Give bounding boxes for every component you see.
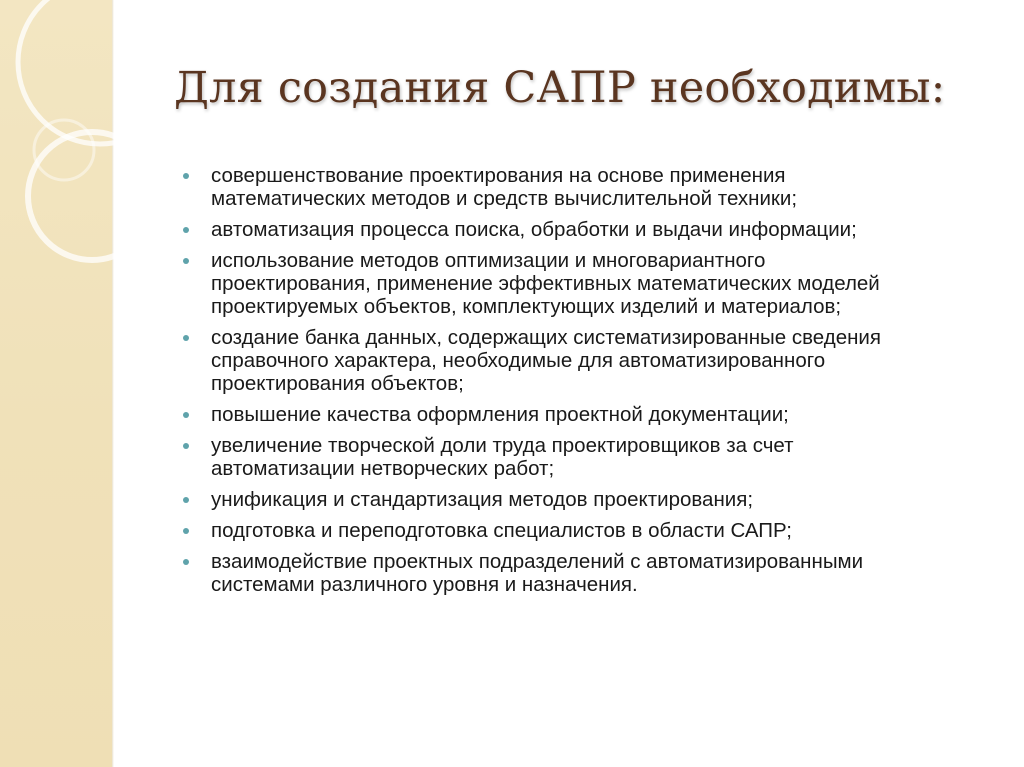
list-item	[178, 488, 998, 511]
list-item	[178, 403, 998, 426]
list-item-text: справочного характера, необходимые для автоматизированного	[211, 349, 826, 372]
list-item-text: использование методов оптимизации и многовариантного	[211, 249, 766, 272]
list-item	[178, 519, 998, 542]
list-item-text: автоматизации нетворческих работ;	[211, 457, 555, 480]
list-item-text: математических методов и средств вычислительной техники;	[211, 187, 798, 210]
bullet-list	[178, 164, 998, 596]
bullet-dot-icon	[183, 173, 189, 179]
bullet-dot-icon	[183, 335, 189, 341]
list-item-text: совершенствование проектирования на основе применения	[211, 164, 786, 187]
list-item-text: создание банка данных, содержащих систематизированные сведения	[211, 326, 881, 349]
list-item-text: взаимодействие проектных подразделений с автоматизированными	[211, 550, 864, 573]
list-item-text: системами различного уровня и назначения.	[211, 573, 638, 596]
bullet-dot-icon	[183, 559, 189, 565]
list-item-text: проектирования объектов;	[211, 372, 464, 395]
bullet-dot-icon	[183, 443, 189, 449]
bullet-dot-icon	[183, 258, 189, 264]
bullet-dot-icon	[183, 497, 189, 503]
list-item	[178, 550, 998, 596]
bullet-dot-icon	[183, 412, 189, 418]
list-item	[178, 326, 998, 395]
list-item-text: увеличение творческой доли труда проектировщиков за счет	[211, 434, 794, 457]
bullet-list-container	[178, 164, 998, 604]
list-item	[178, 164, 998, 210]
list-item	[178, 218, 998, 241]
list-item-text: повышение качества оформления проектной документации;	[211, 403, 789, 426]
list-item-text: проектирования, применение эффективных математических моделей	[211, 272, 880, 295]
bullet-dot-icon	[183, 528, 189, 534]
list-item-text: унификация и стандартизация методов проектирования;	[211, 488, 754, 511]
list-item-text: подготовка и переподготовка специалистов в области САПР;	[211, 519, 792, 542]
list-item-text: проектируемых объектов, комплектующих изделий и материалов;	[211, 295, 842, 318]
list-item	[178, 434, 998, 480]
list-item-text: автоматизация процесса поиска, обработки и выдачи информации;	[211, 218, 857, 241]
decorative-circles-icon	[0, 0, 114, 320]
slide-title: Для создания САПР необходимы:	[174, 63, 946, 113]
bullet-dot-icon	[183, 227, 189, 233]
list-item	[178, 249, 998, 318]
